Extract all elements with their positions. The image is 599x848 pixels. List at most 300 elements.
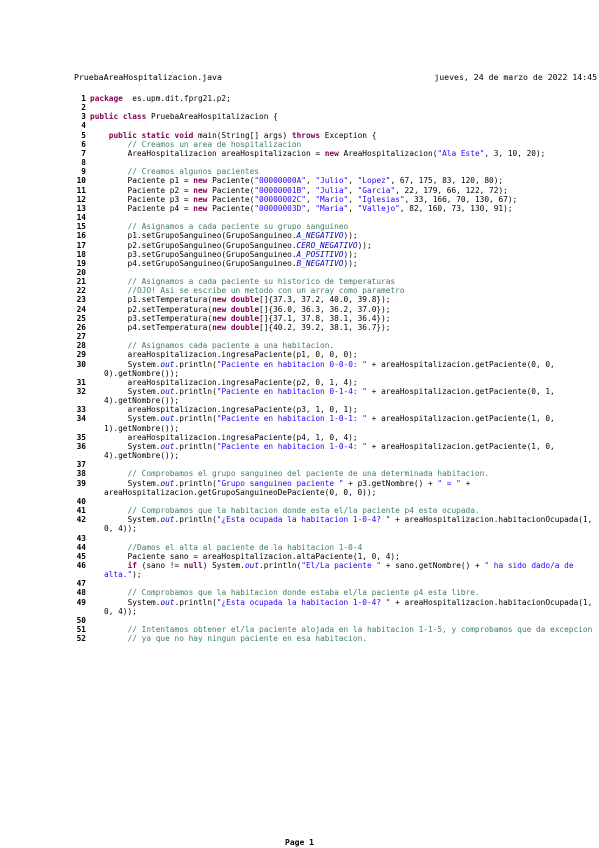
code-token: [90, 277, 128, 286]
code-line: [76, 195, 596, 204]
code-token: [90, 222, 128, 231]
line-number: 3: [81, 112, 86, 122]
code-token: [90, 140, 128, 149]
code-line: [76, 149, 596, 158]
code-line: [76, 506, 596, 515]
line-number: 6: [81, 139, 86, 149]
code-token: new: [193, 194, 208, 204]
code-line: [76, 112, 596, 121]
code-token: , 3, 10, 20);: [484, 148, 546, 158]
print-date: jueves, 24 de marzo de 2022 14:45: [434, 72, 597, 82]
line-number: 47: [76, 579, 86, 589]
code-text: [86, 433, 596, 442]
code-token: ));: [343, 249, 358, 259]
code-text: [86, 479, 596, 497]
code-token: [90, 625, 128, 634]
code-token: p1.setTemperatura(: [90, 295, 213, 305]
code-token: "Lopez": [357, 176, 391, 186]
code-token: "¿Esta ocupada la habitacion 1-0-4? ": [216, 515, 391, 525]
line-number: 14: [76, 213, 86, 223]
code-token: p1.setGrupoSanguineo(GrupoSanguineo.: [90, 231, 297, 241]
code-token: // Creamos un area de hospitalizacion: [127, 139, 302, 149]
code-token: ,: [348, 203, 358, 213]
code-token: + areaHospitalizacion.habitacionOcupada(1, 0, 4));: [104, 515, 598, 534]
code-line: [76, 360, 596, 378]
code-line: [76, 286, 596, 295]
code-token: "Mario": [315, 194, 349, 204]
code-token: System.: [90, 597, 161, 607]
line-number: 11: [76, 185, 86, 195]
code-text: [86, 579, 596, 588]
line-number: 39: [76, 478, 86, 488]
code-line: [76, 405, 596, 414]
code-token: A_POSITIVO: [296, 249, 344, 259]
code-token: // Asignamos a cada paciente su historico de temperaturas: [127, 277, 396, 287]
code-text: [86, 552, 596, 561]
code-token: Paciente p3 =: [90, 194, 194, 204]
code-line: [76, 332, 596, 341]
code-text: [86, 414, 596, 432]
code-text: [86, 314, 596, 323]
code-token: areaHospitalizacion.ingresaPaciente(p1, 0, 0, 0);: [90, 350, 358, 360]
code-token: ));: [357, 240, 372, 250]
code-line: [76, 204, 596, 213]
line-number: 28: [76, 341, 86, 351]
code-token: ));: [343, 231, 358, 241]
code-token: .println(: [174, 515, 217, 525]
code-line: [76, 140, 596, 149]
code-token: "Paciente en habitacion 0-1-4: ": [216, 387, 367, 396]
code-token: ,: [348, 185, 358, 195]
line-number: 33: [76, 405, 86, 415]
code-token: "Vallejo": [357, 203, 400, 213]
code-text: [86, 259, 596, 268]
code-line: [76, 442, 596, 460]
line-number: 23: [76, 295, 86, 305]
code-token: new: [193, 185, 208, 195]
line-number: 27: [76, 332, 86, 342]
code-line: [76, 176, 596, 185]
line-number: 40: [76, 496, 86, 506]
code-token: "Ala Este": [437, 148, 485, 158]
code-text: [86, 167, 596, 176]
code-token: new: [212, 322, 227, 332]
code-token: out: [160, 515, 175, 525]
code-line: [76, 341, 596, 350]
code-token: Paciente sano = areaHospitalizacion.altaPaciente(1, 0, 4);: [90, 551, 400, 561]
code-text: [86, 534, 596, 543]
code-token: // Asignamos cada paciente a una habitacion.: [127, 341, 335, 351]
line-number: 19: [76, 258, 86, 268]
code-line: [76, 543, 596, 552]
code-line: [76, 378, 596, 387]
code-token: //OJO! Asi se escribe un metodo con un array como parametro: [127, 286, 405, 296]
code-token: Paciente(: [207, 194, 255, 204]
line-number: 51: [76, 625, 86, 635]
code-line: [76, 295, 596, 304]
code-token: if: [127, 560, 137, 570]
code-text: [86, 213, 596, 222]
code-token: [90, 341, 128, 350]
code-token: out: [160, 359, 175, 369]
code-token: [90, 167, 128, 176]
code-token: "Iglesias": [357, 194, 405, 204]
code-token: Paciente p2 =: [90, 185, 194, 195]
code-token: void: [174, 130, 194, 140]
line-number: 46: [76, 560, 86, 570]
code-token: p4.setGrupoSanguineo(GrupoSanguineo.: [90, 258, 297, 268]
code-token: Paciente p4 =: [90, 203, 194, 213]
code-text: [86, 616, 596, 625]
line-number: 7: [81, 148, 86, 158]
code-token: " = ": [437, 478, 461, 488]
line-number: 2: [81, 103, 86, 113]
code-token: A_NEGATIVO: [296, 231, 344, 241]
code-line: [76, 222, 596, 231]
line-number: 26: [76, 322, 86, 332]
code-line: [76, 598, 596, 616]
code-text: [86, 634, 596, 643]
code-token: "Julia": [315, 185, 349, 195]
code-token: out: [160, 478, 175, 488]
line-number: 21: [76, 277, 86, 287]
code-line: [76, 259, 596, 268]
code-line: [76, 268, 596, 277]
code-text: [86, 332, 596, 341]
code-token: p2.setGrupoSanguineo(GrupoSanguineo.: [90, 240, 297, 250]
code-token: Paciente(: [207, 185, 255, 195]
line-number: 49: [76, 597, 86, 607]
code-line: [76, 277, 596, 286]
code-token: double: [230, 304, 260, 314]
code-token: new: [212, 313, 227, 323]
code-text: [86, 378, 596, 387]
code-token: "00000001B": [254, 185, 306, 195]
code-token: + areaHospitalizacion.getPaciente(0, 1, 4).getNombre());: [104, 387, 560, 406]
code-token: // Intentamos obtener el/la paciente alojada en la habitacion 1-1-5, y comprobamos que da excepcion: [127, 625, 593, 635]
code-token: [90, 561, 128, 570]
line-number: 37: [76, 460, 86, 470]
code-text: [86, 140, 596, 149]
code-token: // Comprobamos que la habitacion donde estaba el/la paciente p4 esta libre.: [127, 588, 480, 598]
line-number: 42: [76, 515, 86, 525]
code-line: [76, 497, 596, 506]
code-token: + areaHospitalizacion.getPaciente(1, 0, 4).getNombre());: [104, 441, 560, 461]
code-token: + sano.getNombre() +: [381, 560, 485, 570]
code-token: );: [132, 570, 142, 580]
code-token: + areaHospitalizacion.habitacionOcupada(1, 0, 4));: [104, 597, 598, 616]
line-number: 48: [76, 588, 86, 598]
code-token: [90, 286, 128, 295]
line-number: 15: [76, 222, 86, 232]
code-token: .println(: [174, 441, 217, 451]
line-number: 41: [76, 506, 86, 516]
code-line: [76, 167, 596, 176]
code-token: System.: [90, 515, 161, 525]
code-token: "Maria": [315, 203, 349, 213]
code-token: new: [324, 148, 339, 158]
line-number: 16: [76, 231, 86, 241]
code-token: "Paciente en habitacion 1-0-1: ": [216, 414, 367, 424]
line-number: 50: [76, 615, 86, 625]
code-token: static: [141, 130, 170, 140]
code-line: [76, 561, 596, 579]
code-line: [76, 103, 596, 112]
code-text: [86, 387, 596, 405]
code-token: PruebaAreaHospitalizacion {: [146, 112, 278, 122]
code-line: [76, 350, 596, 359]
code-text: [86, 588, 596, 597]
code-token: "Grupo sanguineo paciente ": [216, 478, 344, 488]
code-text: [86, 460, 596, 469]
code-line: [76, 121, 596, 130]
code-token: [90, 131, 109, 140]
code-token: double: [230, 322, 260, 332]
line-number: 8: [81, 158, 86, 168]
code-line: [76, 460, 596, 469]
code-text: [86, 149, 596, 158]
line-number: 9: [81, 167, 86, 177]
code-text: [86, 286, 596, 295]
code-token: p3.setGrupoSanguineo(GrupoSanguineo.: [90, 249, 297, 259]
code-token: " ha sido dado/a de alta.": [104, 560, 579, 580]
code-token: Paciente(: [207, 176, 255, 186]
code-text: [86, 250, 596, 259]
code-token: System.: [90, 478, 161, 488]
code-token: CERO_NEGATIVO: [296, 240, 358, 250]
code-line: [76, 314, 596, 323]
code-text: [86, 195, 596, 204]
code-token: new: [193, 203, 208, 213]
line-number: 24: [76, 304, 86, 314]
code-token: ,: [305, 185, 316, 195]
code-line: [76, 305, 596, 314]
code-token: out: [160, 597, 175, 607]
code-token: []{37.3, 37.2, 40.0, 39.8});: [259, 295, 391, 305]
code-token: ,: [305, 176, 316, 186]
file-name: PruebaAreaHospitalizacion.java: [74, 72, 222, 82]
code-text: [86, 103, 596, 112]
line-number: 32: [76, 387, 86, 396]
code-token: "El/La paciente ": [301, 560, 382, 570]
line-number: 52: [76, 634, 86, 644]
code-token: p3.setTemperatura(: [90, 313, 213, 323]
code-line: [76, 213, 596, 222]
line-number: 38: [76, 469, 86, 479]
code-token: []{36.0, 36.3, 36.2, 37.0});: [259, 304, 391, 314]
code-token: ,: [348, 194, 358, 204]
code-token: double: [230, 295, 260, 305]
code-text: [86, 442, 596, 460]
code-token: + areaHospitalizacion.getGrupoSanguineoDePaciente(0, 0, 0));: [104, 478, 475, 497]
line-number: 43: [76, 533, 86, 543]
line-number: 10: [76, 176, 86, 186]
code-text: [86, 515, 596, 533]
code-text: [86, 277, 596, 286]
code-token: Paciente(: [207, 203, 255, 213]
code-token: "00000003D": [254, 203, 306, 213]
code-token: // Comprobamos que la habitacion donde esta el/la paciente p4 esta ocupada.: [127, 506, 480, 516]
code-token: double: [230, 313, 260, 323]
code-text: [86, 176, 596, 185]
code-text: [86, 241, 596, 250]
code-text: [86, 360, 596, 378]
code-token: , 22, 179, 66, 122, 72);: [395, 185, 508, 195]
code-token: "00000000A": [254, 176, 306, 186]
code-text: [86, 204, 596, 213]
line-number: 12: [76, 194, 86, 204]
line-number: 36: [76, 441, 86, 451]
code-token: areaHospitalizacion.ingresaPaciente(p3, 1, 0, 1);: [90, 405, 358, 415]
code-token: Exception {: [320, 130, 377, 140]
code-token: [90, 543, 128, 552]
code-text: [86, 323, 596, 332]
code-token: out: [244, 560, 260, 570]
code-line: [76, 552, 596, 561]
code-token: ,: [348, 176, 358, 186]
code-token: new: [212, 295, 227, 305]
line-number: 31: [76, 377, 86, 387]
code-line: [76, 241, 596, 250]
code-line: [76, 634, 596, 643]
page-number: Page 1: [285, 838, 314, 847]
code-line: [76, 231, 596, 240]
code-token: // ya que no hay ningun paciente en esa habitacion.: [127, 634, 367, 644]
code-token: []{37.1, 37.8, 38.1, 36.4});: [259, 313, 391, 323]
code-line: [76, 433, 596, 442]
code-token: areaHospitalizacion.ingresaPaciente(p2, 0, 1, 4);: [90, 377, 358, 387]
code-token: "Paciente en habitacion 0-0-0: ": [216, 359, 367, 369]
code-token: package: [90, 94, 123, 103]
code-text: [86, 561, 596, 579]
code-token: "¿Esta ocupada la habitacion 1-0-4? ": [216, 597, 391, 607]
code-line: [76, 616, 596, 625]
code-token: null: [183, 560, 203, 570]
code-text: [86, 295, 596, 304]
code-token: public: [108, 130, 137, 140]
line-number: 35: [76, 432, 86, 442]
code-text: [86, 305, 596, 314]
code-text: [86, 497, 596, 506]
code-token: + p3.getNombre() +: [343, 478, 438, 488]
code-token: out: [160, 414, 175, 424]
line-number: 44: [76, 542, 86, 552]
code-line: [76, 414, 596, 432]
code-token: "Garcia": [357, 185, 396, 195]
code-token: [90, 469, 128, 478]
code-text: [86, 469, 596, 478]
code-token: es.upm.dit.fprg21.p2;: [122, 94, 231, 103]
code-token: class: [122, 112, 147, 122]
code-token: // Creamos algunos pacientes: [127, 167, 259, 177]
code-text: [86, 186, 596, 195]
code-token: ) System.: [202, 560, 245, 570]
code-line: [76, 387, 596, 405]
line-number: 20: [76, 267, 86, 277]
line-number: 45: [76, 551, 86, 561]
code-token: .println(: [259, 560, 302, 570]
code-token: p4.setTemperatura(: [90, 322, 213, 332]
code-token: "Paciente en habitacion 1-0-4: ": [216, 441, 367, 451]
code-token: AreaHospitalizacion(: [338, 148, 438, 158]
code-token: new: [212, 304, 227, 314]
code-token: [90, 634, 128, 643]
line-number: 22: [76, 286, 86, 296]
code-line: [76, 323, 596, 332]
code-token: "00000002C": [254, 194, 306, 204]
code-token: .println(: [174, 387, 217, 396]
code-line: [76, 534, 596, 543]
code-token: , 67, 175, 83, 120, 80);: [390, 176, 504, 186]
line-number: 25: [76, 313, 86, 323]
code-line: [76, 479, 596, 497]
code-token: out: [160, 441, 175, 451]
code-token: + areaHospitalizacion.getPaciente(0, 0, 0).getNombre());: [104, 359, 560, 378]
code-text: [86, 94, 596, 103]
code-text: [86, 222, 596, 231]
code-text: [86, 341, 596, 350]
code-token: out: [160, 387, 175, 396]
code-token: [90, 588, 128, 597]
line-number: 34: [76, 414, 86, 424]
code-line: [76, 186, 596, 195]
code-text: [86, 543, 596, 552]
code-token: .println(: [174, 597, 217, 607]
code-token: // Asignamos a cada paciente su grupo sanguineo: [127, 222, 349, 232]
code-token: B_NEGATIVO: [296, 258, 344, 268]
code-listing: [76, 94, 596, 643]
line-number: 4: [81, 121, 86, 131]
code-line: [76, 469, 596, 478]
code-line: [76, 158, 596, 167]
code-token: , 33, 166, 70, 130, 67);: [404, 194, 518, 204]
code-text: [86, 625, 596, 634]
line-number: 17: [76, 240, 86, 250]
code-token: throws: [291, 130, 321, 140]
code-text: [86, 506, 596, 515]
code-text: [86, 268, 596, 277]
code-token: public: [90, 112, 119, 122]
code-token: // Comprobamos el grupo sanguineo del paciente de una determinada habitacion.: [127, 469, 490, 479]
code-token: main(String[] args): [193, 130, 292, 140]
code-token: Paciente p1 =: [90, 176, 194, 186]
line-number: 5: [81, 130, 86, 140]
code-token: //Damos el alta al paciente de la habitacion 1-0-4: [127, 542, 363, 552]
code-token: ,: [305, 194, 316, 204]
code-text: [86, 112, 596, 121]
code-token: System.: [90, 414, 161, 424]
code-line: [76, 588, 596, 597]
code-token: areaHospitalizacion.ingresaPaciente(p4, 1, 0, 4);: [90, 432, 358, 442]
code-token: System.: [90, 441, 161, 451]
code-token: new: [193, 176, 208, 186]
code-line: [76, 94, 596, 103]
code-token: System.: [90, 387, 161, 396]
code-token: AreaHospitalizacion areaHospitalizacion =: [90, 148, 325, 158]
code-line: [76, 579, 596, 588]
code-token: System.: [90, 359, 161, 369]
code-token: ,: [305, 203, 316, 213]
code-line: [76, 131, 596, 140]
code-token: p2.setTemperatura(: [90, 304, 213, 314]
code-token: .println(: [174, 478, 217, 488]
code-token: []{40.2, 39.2, 38.1, 36.7});: [259, 322, 391, 332]
code-text: [86, 598, 596, 616]
code-text: [86, 158, 596, 167]
code-text: [86, 405, 596, 414]
code-text: [86, 121, 596, 130]
code-token: .println(: [174, 414, 217, 424]
